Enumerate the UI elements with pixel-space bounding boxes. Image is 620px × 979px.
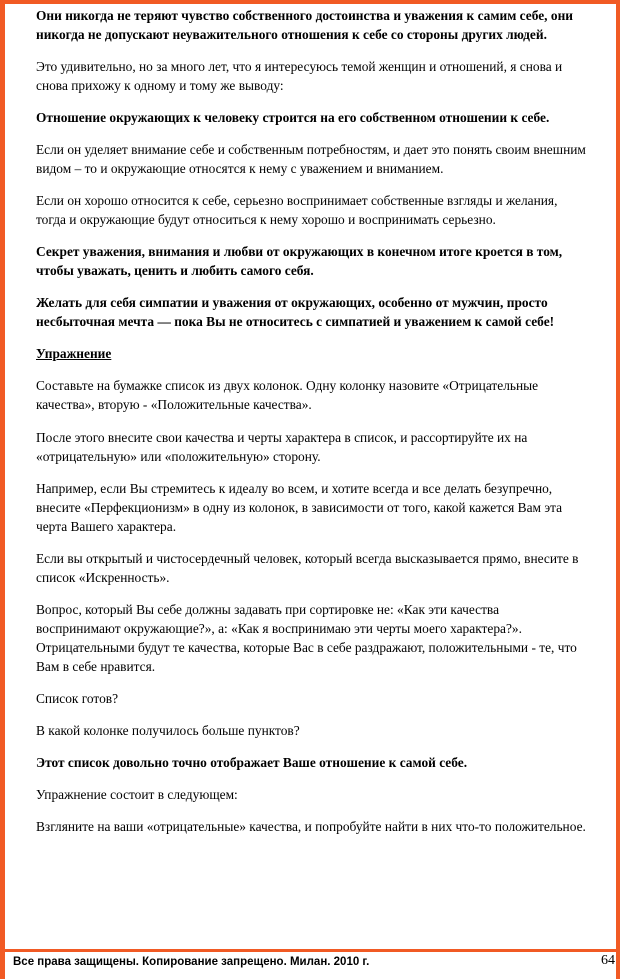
paragraph-6: Секрет уважения, внимания и любви от окружающих в конечном итоге кроется в том, чтобы уважать, ценить и любить самого себя. bbox=[36, 244, 563, 279]
page-content bbox=[10, 6, 614, 849]
paragraph-3: Отношение окружающих к человеку строится на его собственном отношении к себе. bbox=[36, 110, 550, 126]
paragraph-18: Взгляните на ваши «отрицательные» качества, и попробуйте найти в них что-то положительное. bbox=[36, 818, 586, 834]
paragraph-12: Если вы открытый и чистосердечный человек, который всегда высказывается прямо, внесите в список «Искренность». bbox=[36, 550, 579, 585]
page-footer bbox=[5, 949, 620, 979]
paragraph-7: Желать для себя симпатии и уважения от окружающих, особенно от мужчин, просто несбыточная мечта — пока Вы не относитесь с симпатией и уважением к самой себе! bbox=[36, 295, 555, 330]
paragraph-13: Вопрос, который Вы себе должны задавать при сортировке не: «Как эти качества воспринимают окружающие?», а: «Как я воспринимаю эти черты моего характера?». Отрицательными будут те качества, которые Вас в себе раздражают, положительными - те, что Вам в себе нравится. bbox=[36, 601, 577, 674]
paragraph-14: Список готов? bbox=[36, 690, 119, 706]
paragraph-17: Упражнение состоит в следующем: bbox=[36, 786, 238, 802]
paragraph-11: Например, если Вы стремитесь к идеалу во всем, и хотите всегда и все делать безупречно, внесите «Перфекционизм» в одну из колонок, в зависимости от того, какой кажется Вам эта черта Вашего характера. bbox=[36, 480, 563, 534]
paragraph-10: После этого внесите свои качества и черты характера в список, и рассортируйте их на «отрицательную» или «положительную» сторону. bbox=[36, 429, 528, 464]
exercise-heading: Упражнение bbox=[36, 346, 112, 362]
top-accent-rule bbox=[5, 0, 620, 4]
paragraph-1: Они никогда не теряют чувство собственного достоинства и уважения к самим себе, они никогда не допускают неуважительного отношения к себе со стороны других людей. bbox=[36, 8, 574, 43]
paragraph-4: Если он уделяет внимание себе и собственным потребностям, и дает это понять своим внешним видом – то и окружающие относятся к нему с уважением и вниманием. bbox=[36, 142, 586, 177]
paragraph-5: Если он хорошо относится к себе, серьезно воспринимает собственные взгляды и желания, тогда и окружающие будут относиться к нему хорошо и воспринимать серьезно. bbox=[36, 193, 558, 228]
footer-accent-rule bbox=[5, 949, 620, 952]
paragraph-16: Этот список довольно точно отображает Ваше отношение к самой себе. bbox=[36, 754, 468, 770]
page-number: 64 bbox=[601, 953, 615, 968]
paragraph-2: Это удивительно, но за много лет, что я интересуюсь темой женщин и отношений, я снова и снова прихожу к одному и тому же выводу: bbox=[36, 59, 563, 94]
copyright-notice: Все права защищены. Копирование запрещено. Милан. 2010 г. bbox=[13, 956, 370, 968]
paragraph-9: Составьте на бумажке список из двух колонок. Одну колонку назовите «Отрицательные качества», вторую - «Положительные качества». bbox=[36, 378, 539, 413]
paragraph-15: В какой колонке получилось больше пунктов? bbox=[36, 722, 300, 738]
